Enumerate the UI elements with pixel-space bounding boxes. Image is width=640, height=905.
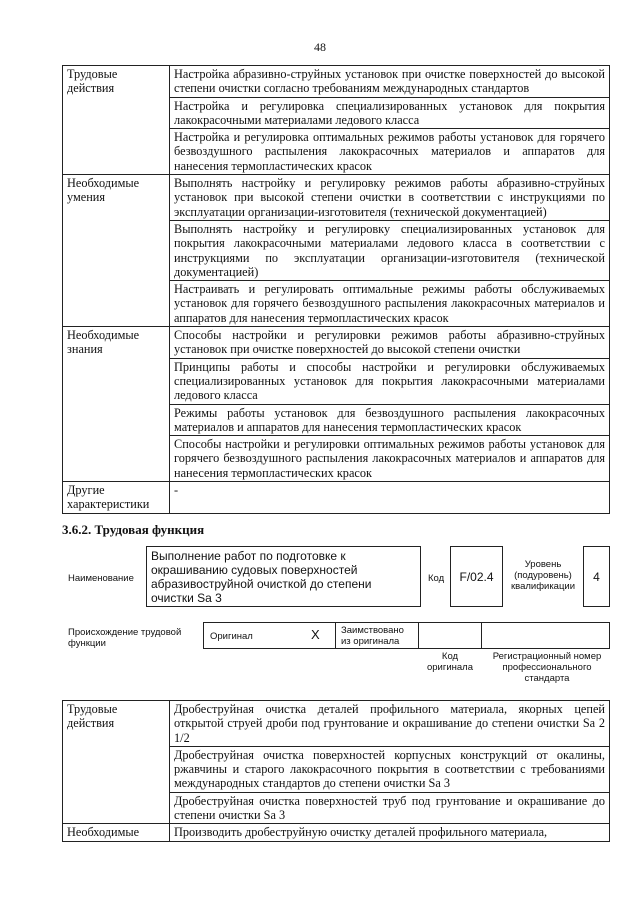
row-item: Настраивать и регулировать оптимальные режимы работы обслуживаемых установок для горячего безвоздушного распыления лакокрасочных материалов и аппаратов для нанесения термопластических красок [170, 281, 610, 327]
section-title: 3.6.2. Трудовая функция [62, 522, 205, 537]
row-item: Выполнять настройку и регулировку специализированных установок для покрытия лакокрасочными материалами ледового класса в соответствии с инструкциями по эксплуатации организации-изготовителя (технической документацией) [170, 220, 610, 280]
function-name-box: Выполнение работ по подготовке к окрашиванию судовых поверхностей абразивоструйной очисткой до степени очистки Sa 3 [146, 546, 421, 607]
origin-divider-1 [335, 622, 336, 649]
row-label: Необходимые умения [63, 175, 170, 327]
origin-label: Происхождение трудовой функции [68, 627, 182, 649]
row-item: Производить дробеструйную очистку деталей профильного материала, [170, 824, 610, 841]
borrowed-text: Заимствовано из оригинала [341, 625, 404, 647]
row-item: Дробеструйная очистка поверхностей корпусных конструкций от окалины, ржавчины и старого лакокрасочного покрытия в соответствии с требованиями международных стандартов до степени очистки Sa 3 [170, 746, 610, 792]
row-item: Способы настройки и регулировки режимов работы абразивно-струйных установок при очистке поверхностей до высокой степени очистки [170, 327, 610, 359]
row-label: Необходимые [63, 824, 170, 841]
origin-divider-2 [418, 622, 419, 649]
page-number: 48 [314, 40, 326, 54]
table-row [63, 175, 610, 221]
row-label: Трудовые действия [63, 701, 170, 824]
function-code-box: F/02.4 [450, 546, 503, 607]
level-label: Уровень (подуровень) квалификации [510, 559, 576, 592]
row-item: Принципы работы и способы настройки и регулировки обслуживаемых специализированных установок для покрытия лакокрасочными материалами ледового класса [170, 358, 610, 404]
row-item: - [170, 482, 610, 514]
table-row [63, 701, 610, 747]
table-row [63, 327, 610, 359]
row-label: Другие характеристики [63, 482, 170, 514]
row-item: Настройка и регулировка оптимальных режимов работы установок для горячего безвоздушного распыления лакокрасочных материалов и аппаратов для нанесения термопластических красок [170, 129, 610, 175]
row-item: Способы настройки и регулировки оптимальных режимов работы установок для горячего безвоздушного распыления лакокрасочных материалов и аппаратов для нанесения термопластических красок [170, 436, 610, 482]
code-label: Код [428, 573, 445, 584]
labor-functions-table-1 [62, 65, 610, 514]
row-item: Режимы работы установок для безвоздушного распыления лакокрасочных материалов и аппаратов для нанесения термопластических красок [170, 404, 610, 436]
table-row [63, 824, 610, 841]
row-item: Дробеструйная очистка деталей профильного материала, якорных цепей открытой струей дроби под грунтование и окрашивание до степени очистки Sa 2 1/2 [170, 701, 610, 747]
level-box: 4 [583, 546, 610, 607]
row-item: Настройка и регулировка специализированных установок для покрытия лакокрасочными материалами ледового класса [170, 97, 610, 129]
labor-functions-table-2 [62, 700, 610, 842]
name-label: Наименование [68, 573, 134, 584]
code-original-caption: Код оригинала [426, 651, 473, 673]
original-mark: X [311, 627, 320, 642]
row-item: Настройка абразивно-струйных установок при очистке поверхностей до высокой степени очистки согласно требованиям международных стандартов [170, 66, 610, 98]
row-label: Необходимые знания [63, 327, 170, 482]
original-text: Оригинал [210, 631, 253, 642]
table-row [63, 482, 610, 514]
reg-number-caption: Регистрационный номер профессионального стандарта [492, 651, 602, 684]
origin-divider-3 [481, 622, 482, 649]
table-row [63, 66, 610, 98]
row-label: Трудовые действия [63, 66, 170, 175]
row-item: Дробеструйная очистка поверхностей труб под грунтование и окрашивание до степени очистки Sa 3 [170, 792, 610, 824]
row-item: Выполнять настройку и регулировку режимов работы абразивно-струйных установок при высокой степени очистки в соответствии с инструкциями по эксплуатации организации-изготовителя (технической документацией) [170, 175, 610, 221]
